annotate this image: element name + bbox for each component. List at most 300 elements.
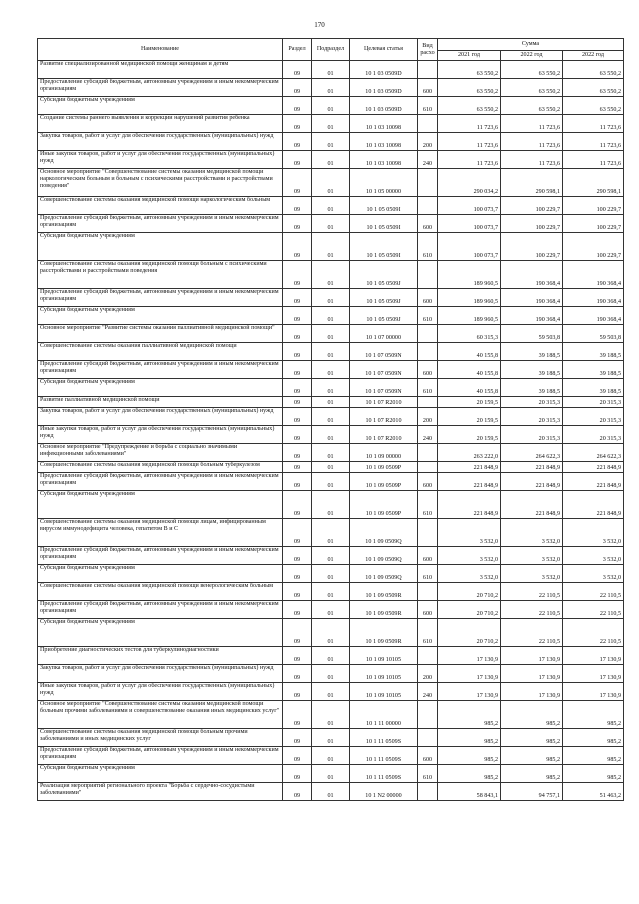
row-expense-type: 610 xyxy=(418,233,438,261)
row-section: 09 xyxy=(283,426,312,444)
row-sum-2022b: 22 110,5 xyxy=(563,601,624,619)
header-sum: Сумма xyxy=(438,39,624,51)
row-sum-2021: 58 843,1 xyxy=(438,783,501,801)
row-subsection: 01 xyxy=(312,473,350,491)
row-name: Предоставление субсидий бюджетным, автономным учреждениям и иным некоммерческим организациям xyxy=(38,289,283,307)
row-sum-2022: 39 188,5 xyxy=(501,361,563,379)
row-expense-type: 610 xyxy=(418,765,438,783)
row-sum-2022b: 59 503,8 xyxy=(563,325,624,343)
row-expense-type: 240 xyxy=(418,683,438,701)
row-sum-2021: 17 130,9 xyxy=(438,683,501,701)
row-sum-2022b: 190 368,4 xyxy=(563,307,624,325)
row-sum-2022: 63 550,2 xyxy=(501,61,563,79)
table-row xyxy=(38,619,624,647)
row-name: Совершенствование системы оказания медицинской помощи наркологическим больным xyxy=(38,197,283,215)
row-section: 09 xyxy=(283,583,312,601)
row-sum-2022: 3 532,0 xyxy=(501,519,563,547)
row-target: 10 1 11 0509S xyxy=(350,747,418,765)
row-expense-type xyxy=(418,61,438,79)
row-sum-2022b: 985,2 xyxy=(563,701,624,729)
row-sum-2022b: 39 188,5 xyxy=(563,361,624,379)
table-row xyxy=(38,379,624,397)
table-row xyxy=(38,115,624,133)
row-target: 10 1 11 00000 xyxy=(350,701,418,729)
table-row xyxy=(38,426,624,444)
header-year-3: 2022 год xyxy=(563,51,624,61)
row-expense-type xyxy=(418,583,438,601)
row-target: 10 1 07 R2010 xyxy=(350,408,418,426)
row-sum-2022b: 22 110,5 xyxy=(563,619,624,647)
row-sum-2021: 20 710,2 xyxy=(438,601,501,619)
row-name: Предоставление субсидий бюджетным, автономным учреждениям и иным некоммерческим организациям xyxy=(38,747,283,765)
row-subsection: 01 xyxy=(312,565,350,583)
row-expense-type: 610 xyxy=(418,307,438,325)
row-sum-2022: 221 848,9 xyxy=(501,462,563,473)
row-sum-2022: 39 188,5 xyxy=(501,379,563,397)
row-section: 09 xyxy=(283,491,312,519)
row-section: 09 xyxy=(283,233,312,261)
row-expense-type: 600 xyxy=(418,289,438,307)
row-subsection: 01 xyxy=(312,79,350,97)
row-section: 09 xyxy=(283,325,312,343)
table-row xyxy=(38,361,624,379)
table-row xyxy=(38,783,624,801)
table-row xyxy=(38,444,624,462)
row-target: 10 1 07 0509N xyxy=(350,343,418,361)
row-sum-2022: 17 130,9 xyxy=(501,665,563,683)
table-row xyxy=(38,765,624,783)
row-target: 10 1 03 10098 xyxy=(350,115,418,133)
row-target: 10 1 05 0509I xyxy=(350,197,418,215)
row-sum-2022b: 11 723,6 xyxy=(563,115,624,133)
row-sum-2022b: 63 550,2 xyxy=(563,97,624,115)
row-expense-type xyxy=(418,647,438,665)
table-row xyxy=(38,747,624,765)
row-sum-2022: 100 229,7 xyxy=(501,197,563,215)
row-target: 10 1 03 0509D xyxy=(350,79,418,97)
table-row xyxy=(38,233,624,261)
row-sum-2021: 100 073,7 xyxy=(438,215,501,233)
row-sum-2022: 100 229,7 xyxy=(501,233,563,261)
row-name: Предоставление субсидий бюджетным, автономным учреждениям и иным некоммерческим организациям xyxy=(38,547,283,565)
row-sum-2022b: 11 723,6 xyxy=(563,133,624,151)
row-name: Предоставление субсидий бюджетным, автономным учреждениям и иным некоммерческим организациям xyxy=(38,473,283,491)
table-row xyxy=(38,397,624,408)
row-name: Субсидии бюджетным учреждениям xyxy=(38,491,283,519)
row-subsection: 01 xyxy=(312,408,350,426)
table-row xyxy=(38,343,624,361)
row-section: 09 xyxy=(283,683,312,701)
row-target: 10 1 09 00000 xyxy=(350,444,418,462)
row-name: Предоставление субсидий бюджетным, автономным учреждениям и иным некоммерческим организациям xyxy=(38,215,283,233)
row-subsection: 01 xyxy=(312,307,350,325)
row-target: 10 1 05 0509J xyxy=(350,289,418,307)
row-name: Субсидии бюджетным учреждениям xyxy=(38,379,283,397)
row-sum-2021: 40 155,8 xyxy=(438,343,501,361)
row-expense-type: 610 xyxy=(418,379,438,397)
row-target: 10 1 09 0509Q xyxy=(350,547,418,565)
row-name: Предоставление субсидий бюджетным, автономным учреждениям и иным некоммерческим организациям xyxy=(38,361,283,379)
row-section: 09 xyxy=(283,408,312,426)
table-row xyxy=(38,169,624,197)
table-row xyxy=(38,519,624,547)
row-subsection: 01 xyxy=(312,647,350,665)
row-subsection: 01 xyxy=(312,343,350,361)
row-expense-type xyxy=(418,444,438,462)
row-sum-2021: 3 532,0 xyxy=(438,519,501,547)
row-sum-2021: 100 073,7 xyxy=(438,197,501,215)
row-sum-2021: 189 960,5 xyxy=(438,307,501,325)
row-subsection: 01 xyxy=(312,115,350,133)
table-row xyxy=(38,197,624,215)
row-sum-2022: 985,2 xyxy=(501,729,563,747)
row-sum-2021: 290 034,2 xyxy=(438,169,501,197)
row-expense-type xyxy=(418,701,438,729)
row-sum-2022b: 264 622,3 xyxy=(563,444,624,462)
row-sum-2022b: 100 229,7 xyxy=(563,197,624,215)
table-row xyxy=(38,261,624,289)
row-sum-2022: 3 532,0 xyxy=(501,565,563,583)
row-expense-type xyxy=(418,325,438,343)
row-name: Закупка товаров, работ и услуг для обеспечения государственных (муниципальных) нужд xyxy=(38,133,283,151)
row-sum-2022b: 190 368,4 xyxy=(563,261,624,289)
row-sum-2021: 263 222,0 xyxy=(438,444,501,462)
row-sum-2022: 985,2 xyxy=(501,765,563,783)
row-sum-2022b: 17 130,9 xyxy=(563,647,624,665)
row-sum-2022b: 3 532,0 xyxy=(563,519,624,547)
row-expense-type: 200 xyxy=(418,133,438,151)
row-sum-2021: 221 848,9 xyxy=(438,462,501,473)
row-sum-2021: 17 130,9 xyxy=(438,665,501,683)
row-sum-2022: 63 550,2 xyxy=(501,79,563,97)
row-subsection: 01 xyxy=(312,261,350,289)
row-sum-2022: 190 368,4 xyxy=(501,307,563,325)
row-section: 09 xyxy=(283,61,312,79)
row-target: 10 1 03 10098 xyxy=(350,133,418,151)
row-target: 10 1 07 0509N xyxy=(350,379,418,397)
row-sum-2021: 40 155,8 xyxy=(438,379,501,397)
row-name: Основное мероприятие "Совершенствование системы оказания медицинской помощи наркологическим больным и больным с психическими расстройствами и расстройствами поведения" xyxy=(38,169,283,197)
table-row xyxy=(38,473,624,491)
row-sum-2021: 20 159,5 xyxy=(438,397,501,408)
row-section: 09 xyxy=(283,115,312,133)
row-sum-2021: 40 155,8 xyxy=(438,361,501,379)
budget-table xyxy=(37,38,624,801)
row-section: 09 xyxy=(283,307,312,325)
row-expense-type: 600 xyxy=(418,547,438,565)
row-sum-2022: 290 598,1 xyxy=(501,169,563,197)
row-expense-type xyxy=(418,169,438,197)
row-name: Закупка товаров, работ и услуг для обеспечения государственных (муниципальных) нужд xyxy=(38,665,283,683)
row-sum-2021: 189 960,5 xyxy=(438,289,501,307)
row-sum-2022b: 39 188,5 xyxy=(563,379,624,397)
row-sum-2021: 60 315,3 xyxy=(438,325,501,343)
row-subsection: 01 xyxy=(312,765,350,783)
row-target: 10 1 07 R2010 xyxy=(350,426,418,444)
row-subsection: 01 xyxy=(312,426,350,444)
row-sum-2022b: 221 848,9 xyxy=(563,473,624,491)
row-sum-2022b: 221 848,9 xyxy=(563,491,624,519)
row-sum-2022b: 290 598,1 xyxy=(563,169,624,197)
row-sum-2021: 20 159,5 xyxy=(438,408,501,426)
row-sum-2022: 63 550,2 xyxy=(501,97,563,115)
table-row xyxy=(38,325,624,343)
row-subsection: 01 xyxy=(312,783,350,801)
row-name: Совершенствование системы оказания медицинской помощи больным с психическими расстройствами и расстройствами поведения xyxy=(38,261,283,289)
row-name: Создание системы раннего выявления и коррекции нарушений развития ребенка xyxy=(38,115,283,133)
row-subsection: 01 xyxy=(312,583,350,601)
row-name: Иные закупки товаров, работ и услуг для обеспечения государственных (муниципальных) нужд xyxy=(38,151,283,169)
row-expense-type: 240 xyxy=(418,426,438,444)
row-sum-2022: 39 188,5 xyxy=(501,343,563,361)
row-sum-2022: 94 757,1 xyxy=(501,783,563,801)
row-section: 09 xyxy=(283,565,312,583)
row-expense-type: 610 xyxy=(418,97,438,115)
table-header xyxy=(38,39,624,61)
row-name: Реализация мероприятий регионального проекта "Борьба с сердечно-сосудистыми заболеваниями" xyxy=(38,783,283,801)
table-row xyxy=(38,97,624,115)
table-row xyxy=(38,307,624,325)
row-name: Основное мероприятие "Предупреждение и борьба с социально значимыми инфекционными заболеваниями" xyxy=(38,444,283,462)
row-expense-type: 600 xyxy=(418,747,438,765)
row-name: Приобретение диагностических тестов для туберкулинодиагностики xyxy=(38,647,283,665)
row-expense-type xyxy=(418,115,438,133)
row-sum-2021: 221 848,9 xyxy=(438,473,501,491)
row-name: Совершенствование системы оказания медицинской помощи лицам, инфицированным вирусом иммунодефицита человека, гепатитом В и С xyxy=(38,519,283,547)
row-target: 10 1 09 0509P xyxy=(350,473,418,491)
table-row xyxy=(38,462,624,473)
table-row xyxy=(38,701,624,729)
row-expense-type: 610 xyxy=(418,491,438,519)
row-sum-2022: 985,2 xyxy=(501,747,563,765)
row-expense-type: 200 xyxy=(418,665,438,683)
table-row xyxy=(38,289,624,307)
row-name: Основное мероприятие "Совершенствование системы оказания медицинской помощи больным прочими заболеваниями и совершенствование оказания иных медицинских услуг" xyxy=(38,701,283,729)
row-name: Субсидии бюджетным учреждениям xyxy=(38,765,283,783)
row-expense-type xyxy=(418,729,438,747)
table-row xyxy=(38,601,624,619)
row-target: 10 1 09 0509P xyxy=(350,491,418,519)
row-target: 10 1 05 0509J xyxy=(350,261,418,289)
row-subsection: 01 xyxy=(312,61,350,79)
row-expense-type: 600 xyxy=(418,215,438,233)
row-sum-2022: 3 532,0 xyxy=(501,547,563,565)
row-sum-2022: 221 848,9 xyxy=(501,491,563,519)
row-section: 09 xyxy=(283,665,312,683)
row-target: 10 1 09 0509R xyxy=(350,583,418,601)
row-name: Субсидии бюджетным учреждениям xyxy=(38,565,283,583)
row-section: 09 xyxy=(283,765,312,783)
row-sum-2022: 11 723,6 xyxy=(501,133,563,151)
row-section: 09 xyxy=(283,343,312,361)
table-body xyxy=(38,61,624,801)
row-expense-type xyxy=(418,397,438,408)
row-sum-2022: 100 229,7 xyxy=(501,215,563,233)
row-expense-type xyxy=(418,197,438,215)
row-section: 09 xyxy=(283,783,312,801)
row-target: 10 1 03 0509D xyxy=(350,61,418,79)
row-section: 09 xyxy=(283,729,312,747)
row-sum-2022: 20 315,3 xyxy=(501,426,563,444)
header-expense-type: Вид расхо xyxy=(418,39,438,61)
row-expense-type xyxy=(418,343,438,361)
row-sum-2021: 985,2 xyxy=(438,729,501,747)
row-name: Субсидии бюджетным учреждениям xyxy=(38,97,283,115)
row-target: 10 1 11 0509S xyxy=(350,765,418,783)
row-sum-2021: 3 532,0 xyxy=(438,547,501,565)
row-section: 09 xyxy=(283,547,312,565)
row-sum-2021: 63 550,2 xyxy=(438,61,501,79)
row-sum-2021: 11 723,6 xyxy=(438,151,501,169)
row-name: Иные закупки товаров, работ и услуг для обеспечения государственных (муниципальных) нужд xyxy=(38,426,283,444)
row-section: 09 xyxy=(283,289,312,307)
header-subsection: Подраздел xyxy=(312,39,350,61)
row-expense-type: 600 xyxy=(418,361,438,379)
row-name: Субсидии бюджетным учреждениям xyxy=(38,307,283,325)
row-sum-2021: 20 710,2 xyxy=(438,583,501,601)
row-name: Закупка товаров, работ и услуг для обеспечения государственных (муниципальных) нужд xyxy=(38,408,283,426)
row-sum-2021: 100 073,7 xyxy=(438,233,501,261)
table-row xyxy=(38,61,624,79)
row-target: 10 1 05 0509J xyxy=(350,307,418,325)
row-section: 09 xyxy=(283,133,312,151)
row-name: Совершенствование системы оказания медицинской помощи венерологическим больным xyxy=(38,583,283,601)
row-subsection: 01 xyxy=(312,197,350,215)
row-sum-2021: 985,2 xyxy=(438,747,501,765)
row-subsection: 01 xyxy=(312,701,350,729)
row-section: 09 xyxy=(283,473,312,491)
row-target: 10 1 09 0509Q xyxy=(350,519,418,547)
row-sum-2022b: 63 550,2 xyxy=(563,61,624,79)
row-expense-type xyxy=(418,519,438,547)
row-target: 10 1 09 10105 xyxy=(350,665,418,683)
row-name: Предоставление субсидий бюджетным, автономным учреждениям и иным некоммерческим организациям xyxy=(38,79,283,97)
page-number: 170 xyxy=(314,21,325,29)
row-section: 09 xyxy=(283,462,312,473)
table-row xyxy=(38,151,624,169)
table-row xyxy=(38,79,624,97)
row-sum-2022b: 11 723,6 xyxy=(563,151,624,169)
row-sum-2022b: 3 532,0 xyxy=(563,547,624,565)
row-expense-type: 200 xyxy=(418,408,438,426)
row-subsection: 01 xyxy=(312,462,350,473)
header-target: Целевая статья xyxy=(350,39,418,61)
row-sum-2022b: 51 463,2 xyxy=(563,783,624,801)
row-section: 09 xyxy=(283,397,312,408)
row-name: Совершенствование системы оказания паллиативной медицинской помощи xyxy=(38,343,283,361)
row-subsection: 01 xyxy=(312,151,350,169)
row-name: Развитие паллиативной медицинской помощи xyxy=(38,397,283,408)
row-sum-2022: 17 130,9 xyxy=(501,683,563,701)
row-sum-2022b: 100 229,7 xyxy=(563,233,624,261)
table-row xyxy=(38,408,624,426)
row-subsection: 01 xyxy=(312,601,350,619)
row-sum-2021: 189 960,5 xyxy=(438,261,501,289)
row-sum-2021: 63 550,2 xyxy=(438,79,501,97)
row-subsection: 01 xyxy=(312,747,350,765)
row-subsection: 01 xyxy=(312,97,350,115)
row-subsection: 01 xyxy=(312,397,350,408)
row-section: 09 xyxy=(283,519,312,547)
row-subsection: 01 xyxy=(312,619,350,647)
row-section: 09 xyxy=(283,701,312,729)
row-section: 09 xyxy=(283,197,312,215)
table-row xyxy=(38,683,624,701)
row-sum-2022: 190 368,4 xyxy=(501,289,563,307)
row-sum-2022: 264 622,3 xyxy=(501,444,563,462)
row-section: 09 xyxy=(283,215,312,233)
row-section: 09 xyxy=(283,169,312,197)
row-sum-2021: 17 130,9 xyxy=(438,647,501,665)
table-row xyxy=(38,565,624,583)
row-sum-2022b: 3 532,0 xyxy=(563,565,624,583)
row-sum-2022b: 63 550,2 xyxy=(563,79,624,97)
row-subsection: 01 xyxy=(312,519,350,547)
row-sum-2022: 221 848,9 xyxy=(501,473,563,491)
row-sum-2022: 190 368,4 xyxy=(501,261,563,289)
row-sum-2022: 20 315,3 xyxy=(501,397,563,408)
row-subsection: 01 xyxy=(312,379,350,397)
row-sum-2022: 22 110,5 xyxy=(501,601,563,619)
table-row xyxy=(38,647,624,665)
row-subsection: 01 xyxy=(312,444,350,462)
row-subsection: 01 xyxy=(312,133,350,151)
row-sum-2022b: 20 315,3 xyxy=(563,426,624,444)
row-section: 09 xyxy=(283,261,312,289)
row-target: 10 1 03 0509D xyxy=(350,97,418,115)
row-sum-2021: 63 550,2 xyxy=(438,97,501,115)
row-sum-2021: 221 848,9 xyxy=(438,491,501,519)
table-row xyxy=(38,491,624,519)
row-name: Совершенствование системы оказания медицинской помощи больным прочими заболеваниями и иных медицинских услуг xyxy=(38,729,283,747)
row-target: 10 1 05 00000 xyxy=(350,169,418,197)
row-section: 09 xyxy=(283,619,312,647)
row-name: Субсидии бюджетным учреждениям xyxy=(38,233,283,261)
row-expense-type xyxy=(418,462,438,473)
row-name: Развитие специализированной медицинской помощи женщинам и детям xyxy=(38,61,283,79)
row-target: 10 1 07 R2010 xyxy=(350,397,418,408)
row-subsection: 01 xyxy=(312,215,350,233)
row-target: 10 1 05 0509I xyxy=(350,233,418,261)
row-sum-2022b: 39 188,5 xyxy=(563,343,624,361)
row-subsection: 01 xyxy=(312,547,350,565)
row-sum-2022: 11 723,6 xyxy=(501,115,563,133)
table-row xyxy=(38,583,624,601)
table-row xyxy=(38,665,624,683)
row-expense-type: 600 xyxy=(418,473,438,491)
row-expense-type xyxy=(418,783,438,801)
row-subsection: 01 xyxy=(312,491,350,519)
row-name: Предоставление субсидий бюджетным, автономным учреждениям и иным некоммерческим организациям xyxy=(38,601,283,619)
row-target: 10 1 09 0509R xyxy=(350,601,418,619)
row-expense-type: 600 xyxy=(418,79,438,97)
row-sum-2022b: 22 110,5 xyxy=(563,583,624,601)
row-expense-type xyxy=(418,261,438,289)
row-sum-2022b: 100 229,7 xyxy=(563,215,624,233)
row-sum-2021: 985,2 xyxy=(438,765,501,783)
row-subsection: 01 xyxy=(312,665,350,683)
row-expense-type: 600 xyxy=(418,601,438,619)
row-sum-2022b: 985,2 xyxy=(563,747,624,765)
header-section: Раздел xyxy=(283,39,312,61)
row-section: 09 xyxy=(283,361,312,379)
row-sum-2022b: 20 315,3 xyxy=(563,408,624,426)
row-section: 09 xyxy=(283,444,312,462)
row-sum-2022: 22 110,5 xyxy=(501,583,563,601)
row-target: 10 1 09 10105 xyxy=(350,647,418,665)
header-name: Наименование xyxy=(38,39,283,61)
row-sum-2022b: 985,2 xyxy=(563,729,624,747)
